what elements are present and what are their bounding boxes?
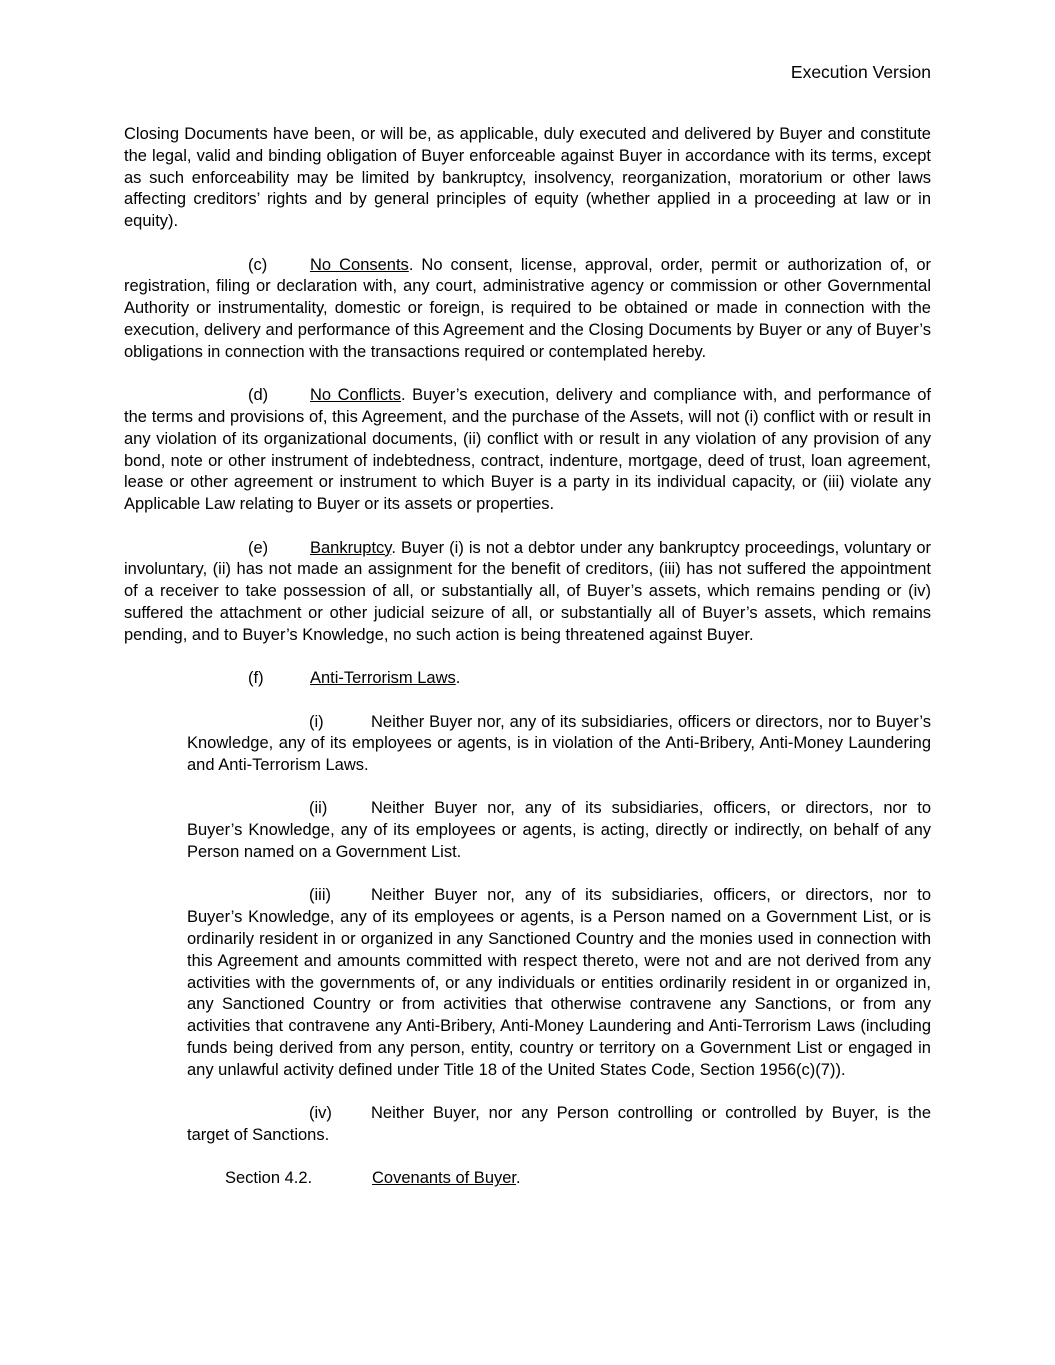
subparagraph-iii (187, 885, 931, 1081)
clause-number: (c) (248, 255, 268, 274)
page-header: Execution Version (790, 62, 931, 82)
clause-number: (f) (248, 669, 264, 688)
section-heading (225, 1168, 931, 1190)
paragraph-c (124, 255, 931, 364)
subparagraph-ii (187, 798, 931, 863)
subclause-number: (ii) (309, 799, 328, 818)
clause-text: . (455, 669, 461, 688)
subclause-text: Neither Buyer nor, any of its subsidiaries, officers or directors, nor to Buyer’s Knowledge, any of its employees or agents, is in violation of the Anti-Bribery, Anti-Money Laundering and Anti-Terrorism Laws. (187, 712, 931, 775)
clause-text: . Buyer’s execution, delivery and compliance with, and performance of the terms and provisions of, this Agreement, and the purchase of the Assets, will not (i) conflict with or result in any violation of its organizational documents, (ii) conflict with or result in any violation of any provision of any bond, note or other instrument of indebtedness, contract, indenture, mortgage, deed of trust, loan agreement, lease or other agreement or instrument to which Buyer is a party in its individual capacity, or (iii) violate any Applicable Law relating to Buyer or its assets or properties. (124, 386, 931, 514)
subclause-text: Neither Buyer nor, any of its subsidiaries, officers, or directors, nor to Buyer’s Knowledge, any of its employees or agents, is acting, directly or indirectly, on behalf of any Person named on a Government List. (187, 799, 931, 862)
subclause-number: (i) (309, 712, 324, 731)
paragraph-continuation: Closing Documents have been, or will be, as applicable, duly executed and delivered by Buyer and constitute the legal, valid and binding obligation of Buyer enforceable against Buyer in accordance with its terms, except as such enforceability may be limited by bankruptcy, insolvency, reorganization, moratorium or other laws affecting creditors’ rights and by general principles of equity (whether applied in a proceeding at law or in equity). (124, 125, 931, 231)
clause-heading: No Consents (310, 255, 409, 274)
clause-text: . No consent, license, approval, order, permit or authorization of, or registration, filing or declaration with, any court, administrative agency or commission or other Governmental Authority or instrumentality, domestic or foreign, is required to be obtained or made in connection with the execution, delivery and performance of this Agreement and the Closing Documents by Buyer or any of Buyer’s obligations in connection with the transactions required or contemplated hereby. (124, 255, 931, 361)
clause-text: . Buyer (i) is not a debtor under any bankruptcy proceedings, voluntary or involuntary, (ii) has not made an assignment for the benefit of creditors, (iii) has not suffered the appointment of a receiver to take possession of all, or substantially all, of Buyer’s assets, which remains pending or (iv) suffered the attachment or other judicial seizure of all, or substantially all of Buyer’s assets, which remains pending, and to Buyer’s Knowledge, no such action is being threatened against Buyer. (124, 538, 931, 644)
subparagraph-i (187, 712, 931, 777)
section-title-period: . (516, 1169, 521, 1188)
subparagraph-iv (187, 1103, 931, 1147)
subclause-number: (iii) (309, 886, 331, 905)
subclause-text: Neither Buyer, nor any Person controlling or controlled by Buyer, is the target of Sanctions. (187, 1104, 931, 1145)
clause-number: (e) (248, 538, 269, 557)
clause-heading: Bankruptcy (310, 538, 392, 557)
section-number: Section 4.2. (225, 1169, 313, 1188)
paragraph-d (124, 385, 931, 516)
paragraph-f (124, 668, 931, 690)
clause-number: (d) (248, 386, 269, 405)
document-body (124, 124, 931, 1212)
subclause-text: Neither Buyer nor, any of its subsidiaries, officers, or directors, nor to Buyer’s Knowledge, any of its employees or agents, is a Person named on a Government List, or is ordinarily resident in or organized in any Sanctioned Country and the monies used in connection with this Agreement and amounts committed with respect thereto, were not and are not derived from any activities with the governments of, or any individuals or entities ordinarily resident in or organized in, any Sanctioned Country or from activities that otherwise contravene any Sanctions, or from any activities that contravene any Anti-Bribery, Anti-Money Laundering and Anti-Terrorism Laws (including funds being derived from any person, entity, country or territory on a Government List or engaged in any unlawful activity defined under Title 18 of the United States Code, Section 1956(c)(7)). (187, 886, 931, 1079)
section-title: Covenants of Buyer (372, 1169, 517, 1188)
clause-heading: Anti-Terrorism Laws (310, 669, 456, 688)
clause-heading: No Conflicts (310, 386, 401, 405)
paragraph-e (124, 538, 931, 647)
subclause-number: (iv) (309, 1104, 332, 1123)
